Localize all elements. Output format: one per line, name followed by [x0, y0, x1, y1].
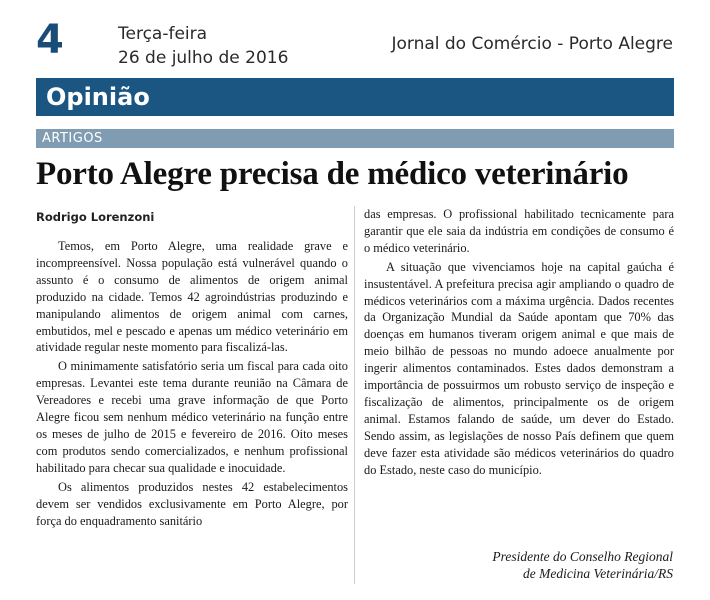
section-tag-bar	[36, 129, 674, 148]
masthead	[0, 0, 710, 76]
page-number: 4	[36, 17, 64, 63]
weekday: Terça-feira	[118, 24, 208, 44]
publication-date: 26 de julho de 2016	[118, 48, 289, 68]
article-paragraph: Temos, em Porto Alegre, uma realidade grave e incompreensível. Nossa população está vulnerável quando o assunto é o consumo de alimentos de origem animal produzido na cidade. Temos 42 agroindústrias produzindo e manipulando alimentos de origem animal com carnes, embutidos, mel e pescado e apenas um médico veterinário em atividade regular neste momento para fiscalizá-las.	[36, 239, 348, 355]
article-column-left	[36, 238, 348, 531]
section-tag: ARTIGOS	[42, 131, 103, 146]
newspaper-name: Jornal do Comércio - Porto Alegre	[391, 34, 673, 54]
article-paragraph: Os alimentos produzidos nestes 42 estabelecimentos devem ser vendidos exclusivamente em Porto Alegre, por força do enquadramento sanitário	[36, 479, 348, 528]
article-paragraph-continuation: das empresas. O profissional habilitado tecnicamente para garantir que ele saia da indústria em condições de consumo é o médico veterinário.	[364, 207, 674, 255]
author-signature	[492, 548, 673, 582]
article-column-right	[364, 206, 674, 481]
signature-line: de Medicina Veterinária/RS	[523, 566, 673, 581]
section-title: Opinião	[46, 83, 150, 111]
article-paragraph: A situação que vivenciamos hoje na capital gaúcha é insustentável. A prefeitura precisa agir ampliando o quadro de médicos veterinários com a máxima urgência. Dados recentes da Organização Mundial da Saúde apontam que 70% das doenças em humanos tiveram origem animal e que mais de meio bilhão de pessoas no mundo adoece anualmente por ingerir alimentos contaminados. Estes dados demonstram a importância de possuirmos um robusto serviço de inspeção e fiscalização de alimentos, principalmente os de origem animal. Estamos falando de saúde, um dever do Estado. Sendo assim, as legislações de nosso País definem que quem deve fazer esta atividade são médicos veterinários do quadro do Estado, neste caso do município.	[364, 259, 674, 477]
signature-line: Presidente do Conselho Regional	[492, 549, 673, 564]
section-banner	[36, 78, 674, 116]
article-paragraph: O minimamente satisfatório seria um fiscal para cada oito empresas. Levantei este tema durante reunião na Câmara de Vereadores e recebi uma grave informação de que Porto Alegre ficou sem nenhum médico veterinário na função entre os meses de julho de 2015 e fevereiro de 2016. Oito meses com produtos sendo comercializados, e nenhum profissional habilitado para checar sua qualidade e inocuidade.	[36, 359, 348, 475]
column-divider	[354, 206, 355, 584]
article-author: Rodrigo Lorenzoni	[36, 210, 155, 224]
article-headline: Porto Alegre precisa de médico veterinário	[36, 156, 629, 192]
